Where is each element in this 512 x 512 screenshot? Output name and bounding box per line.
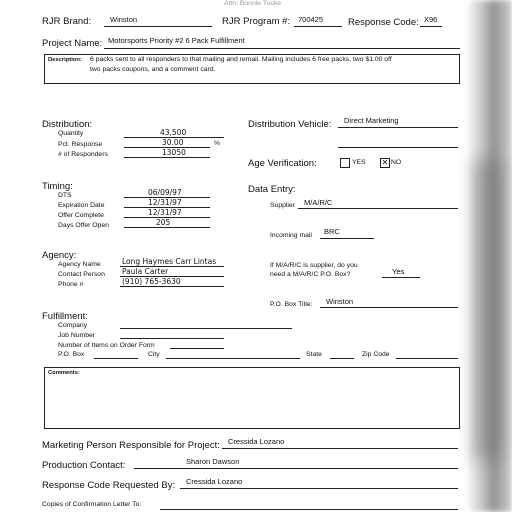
header-scrap: Attn: Bonnie Tucke bbox=[224, 0, 282, 7]
zip-line bbox=[396, 358, 458, 359]
age-verification-label: Age Verification: bbox=[248, 158, 317, 169]
items-line bbox=[170, 348, 224, 349]
rjr-brand-value: Winston bbox=[110, 15, 138, 24]
quantity-label: Quantity bbox=[58, 130, 84, 137]
response-requested-line bbox=[180, 488, 458, 489]
distribution-vehicle-line-2 bbox=[338, 147, 458, 148]
rjr-brand-label: RJR Brand: bbox=[42, 16, 92, 27]
incoming-mail-line bbox=[320, 238, 374, 239]
supplier-value: M/A/R/C bbox=[304, 198, 333, 207]
agency-label: Agency: bbox=[42, 250, 77, 261]
production-contact-value: Sharon Dawson bbox=[186, 457, 240, 466]
production-contact-line bbox=[134, 468, 458, 469]
description-label: Description: bbox=[48, 57, 82, 63]
response-requested-value: Cressida Lozano bbox=[186, 477, 243, 486]
distribution-vehicle-label: Distribution Vehicle: bbox=[248, 119, 332, 130]
pct-response-label: Pct. Response bbox=[58, 141, 103, 148]
responders-value: 13050 bbox=[162, 148, 186, 157]
pobox-title-value: Winston bbox=[326, 297, 354, 306]
incoming-mail-value: BRC bbox=[324, 227, 340, 236]
responders-line bbox=[124, 157, 210, 158]
job-number-label: Job Number bbox=[58, 332, 96, 339]
distribution-vehicle-value: Direct Marketing bbox=[344, 116, 399, 125]
age-yes-checkbox[interactable] bbox=[340, 158, 350, 168]
phone-line bbox=[120, 286, 224, 287]
age-no-label: NO bbox=[391, 159, 402, 166]
marc-question: If M/A/R/C is supplier, do you bbox=[270, 262, 358, 269]
comments-label: Comments: bbox=[48, 370, 80, 376]
days-open-line bbox=[124, 227, 210, 228]
responders-label: # of Responders bbox=[58, 151, 108, 158]
supplier-label: Supplier bbox=[270, 202, 295, 209]
pobox-title-line bbox=[320, 307, 458, 308]
fulfillment-label: Fulfillment: bbox=[42, 311, 88, 322]
comments-box[interactable] bbox=[44, 367, 460, 429]
scan-shadow-inner bbox=[472, 160, 502, 460]
company-label: Company bbox=[58, 322, 88, 329]
marc-answer-line bbox=[382, 277, 420, 278]
zip-label: Zip Code bbox=[362, 351, 390, 358]
project-name-label: Project Name: bbox=[42, 38, 103, 49]
project-name-value: Motorsports Priority #2 6 Pack Fulfillment bbox=[108, 36, 245, 45]
job-number-line bbox=[120, 338, 224, 339]
response-code-label: Response Code: bbox=[348, 17, 419, 28]
days-open-value: 205 bbox=[156, 218, 171, 227]
fulfillment-pobox-line bbox=[94, 358, 138, 359]
dts-value: 06/09/97 bbox=[148, 188, 182, 197]
copies-line bbox=[160, 509, 458, 510]
city-label: City bbox=[148, 351, 160, 358]
rjr-program-label: RJR Program #: bbox=[222, 16, 291, 27]
items-label: Number of Items on Order Form bbox=[58, 342, 155, 349]
response-requested-label: Response Code Requested By: bbox=[42, 480, 176, 491]
expiration-label: Expiration Date bbox=[58, 202, 105, 209]
state-line bbox=[330, 358, 354, 359]
data-entry-label: Data Entry: bbox=[248, 184, 296, 195]
description-line2: two packs coupons, and a comment card. bbox=[90, 66, 216, 73]
copies-label: Copies of Confirmation Letter To: bbox=[42, 501, 142, 508]
city-line bbox=[166, 358, 300, 359]
timing-label: Timing: bbox=[42, 181, 73, 192]
response-code-value: X96 bbox=[424, 15, 438, 24]
pct-unit: % bbox=[214, 140, 221, 147]
description-line1: 6 packs sent to all responders to that mailing and remail. Mailing includes 6 free packs, two $1.00 off bbox=[90, 56, 392, 63]
phone-label: Phone # bbox=[58, 281, 84, 288]
age-yes-label: YES bbox=[352, 159, 366, 166]
expiration-value: 12/31/97 bbox=[148, 198, 182, 207]
contact-person-value: Paula Carter bbox=[122, 267, 169, 276]
pct-response-value: 30.00 bbox=[162, 138, 184, 147]
phone-value: (910) 765-3630 bbox=[122, 277, 181, 286]
response-code-line bbox=[420, 26, 442, 27]
rjr-brand-line bbox=[104, 26, 212, 27]
agency-name-label: Agency Name bbox=[58, 261, 101, 268]
quantity-value: 43,500 bbox=[160, 128, 187, 137]
project-name-line bbox=[104, 48, 460, 49]
company-line bbox=[120, 328, 292, 329]
pobox-title-label: P.O. Box Title: bbox=[270, 301, 313, 308]
fulfillment-pobox-label: P.O. Box bbox=[58, 351, 85, 358]
incoming-mail-label: Incoming mail bbox=[270, 232, 312, 239]
age-no-checkbox[interactable]: ✕ bbox=[381, 158, 389, 167]
state-label: State bbox=[306, 351, 322, 358]
distribution-label: Distribution: bbox=[42, 119, 93, 130]
marketing-person-label: Marketing Person Responsible for Project: bbox=[42, 440, 220, 451]
days-open-label: Days Offer Open bbox=[58, 222, 109, 229]
rjr-program-line bbox=[294, 26, 342, 27]
contact-person-label: Contact Person bbox=[58, 271, 105, 278]
marketing-person-value: Cressida Lozano bbox=[228, 437, 285, 446]
marc-question-2: need a M/A/R/C P.O. Box? bbox=[270, 271, 351, 278]
marketing-person-line bbox=[222, 448, 458, 449]
rjr-program-value: 700425 bbox=[298, 15, 324, 24]
offer-complete-value: 12/31/97 bbox=[148, 208, 182, 217]
production-contact-label: Production Contact: bbox=[42, 460, 126, 471]
distribution-vehicle-line bbox=[338, 127, 458, 128]
agency-name-value: Long Haymes Carr Lintas bbox=[122, 257, 217, 266]
marc-answer: Yes bbox=[392, 267, 405, 276]
dts-label: DTS bbox=[58, 192, 72, 199]
supplier-line bbox=[298, 208, 458, 209]
offer-complete-label: Offer Complete bbox=[58, 212, 104, 219]
